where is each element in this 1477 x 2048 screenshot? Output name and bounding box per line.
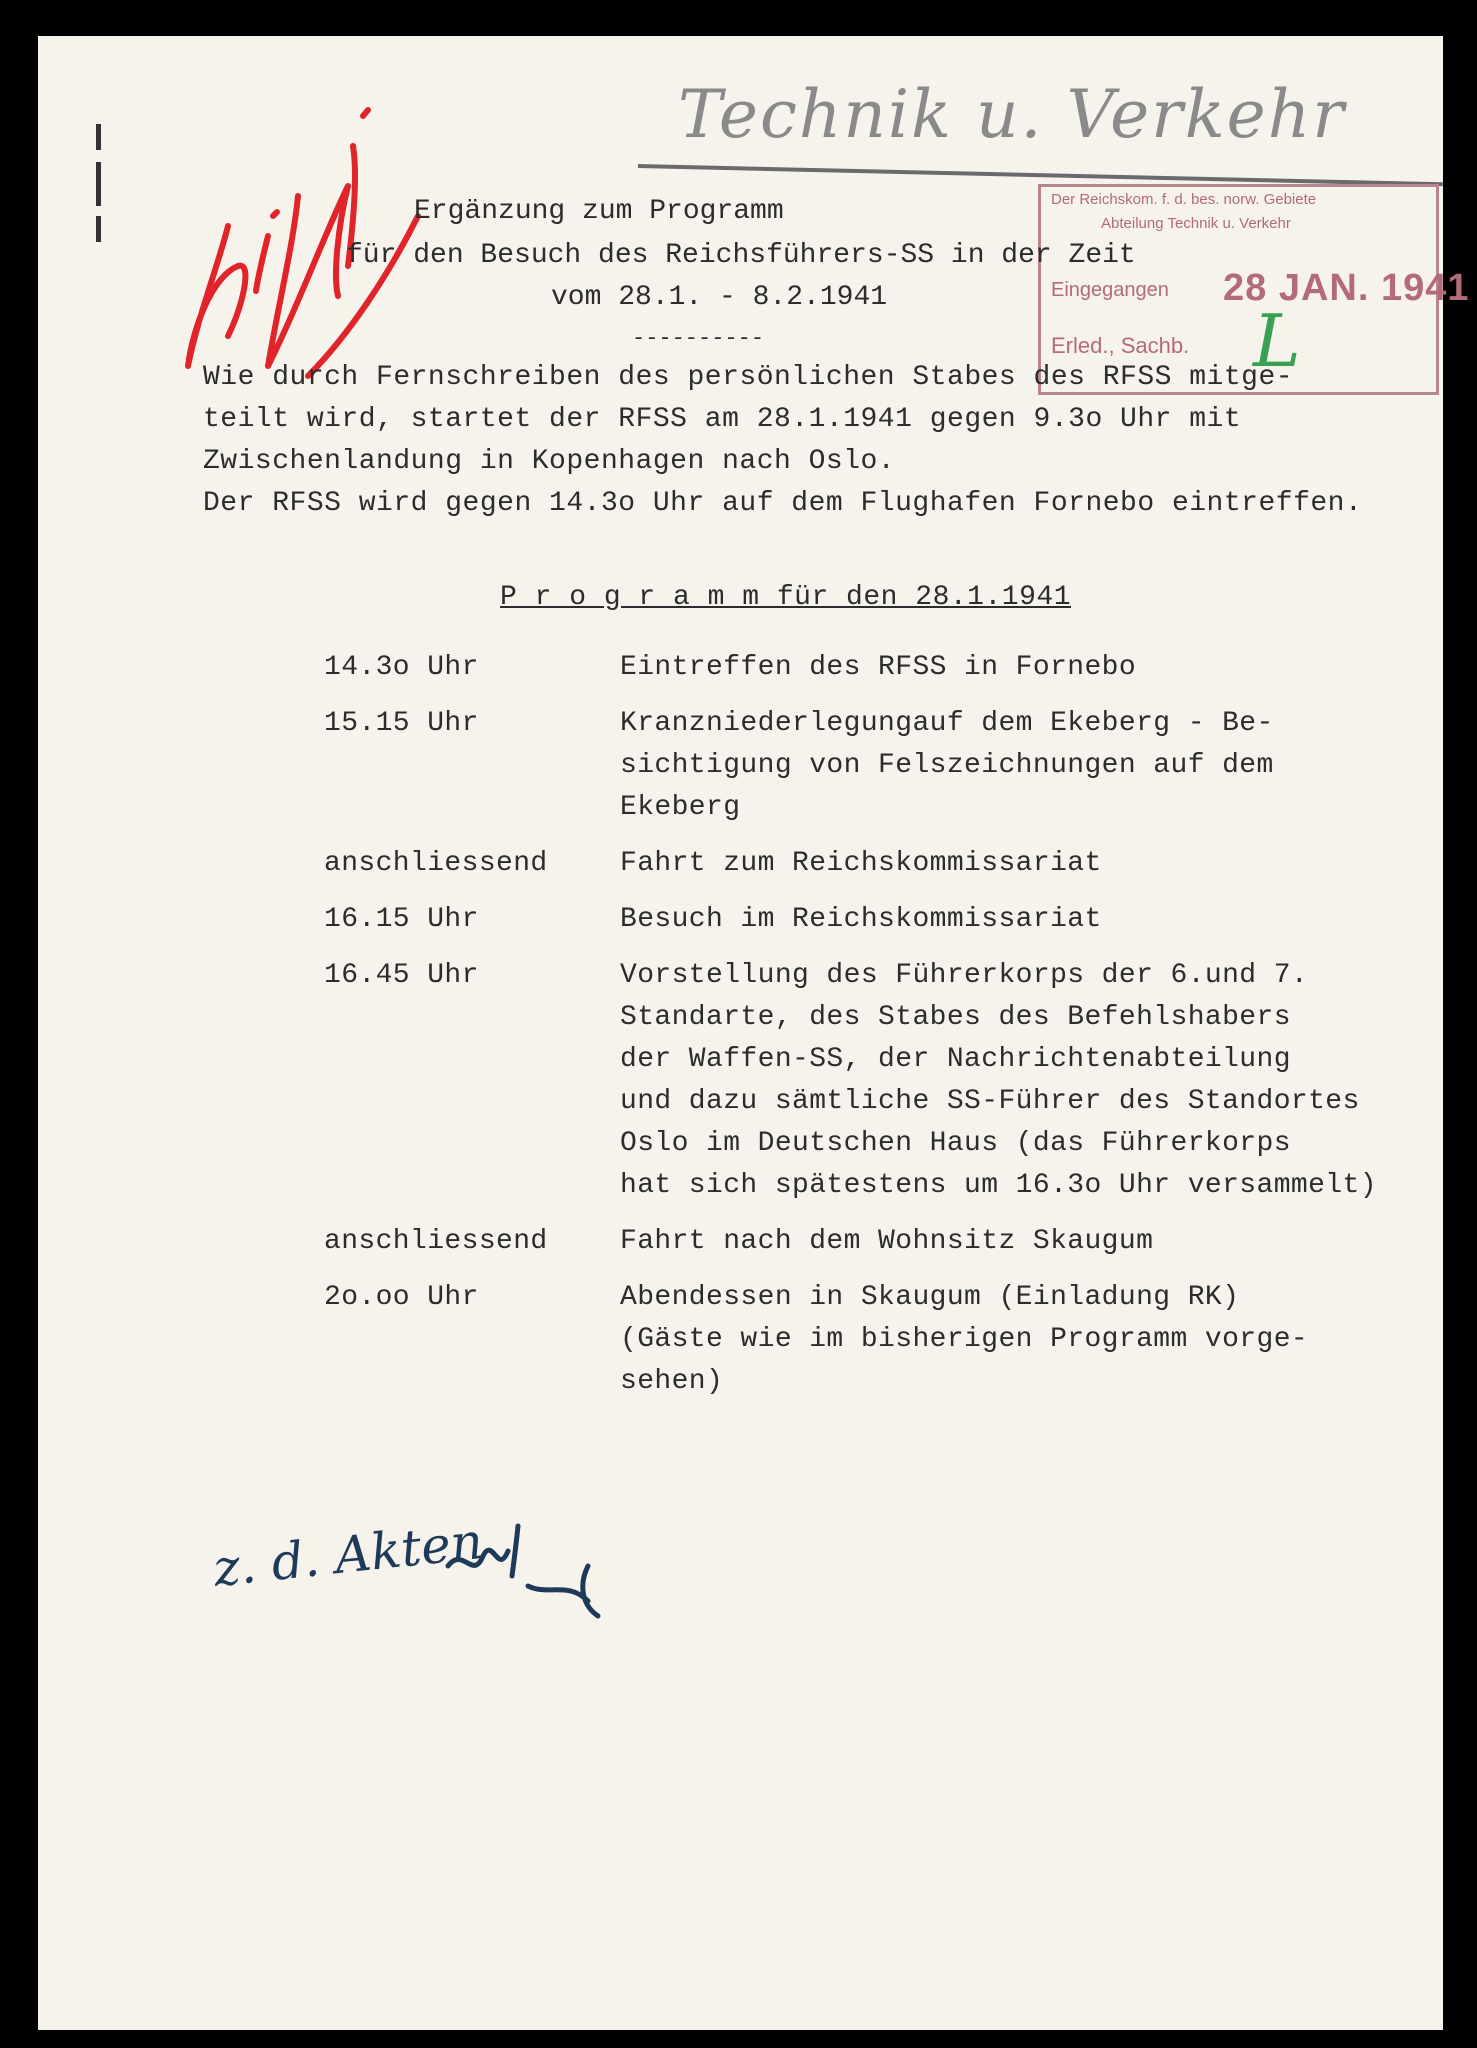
schedule-time: 14.3o Uhr — [324, 652, 479, 683]
handwritten-department-note: Technik u. Verkehr — [678, 76, 1346, 153]
schedule-event-line: Oslo im Deutschen Haus (das Führerkorps — [620, 1128, 1291, 1159]
schedule-event-line: Besuch im Reichskommissariat — [620, 904, 1102, 935]
handwritten-underline — [638, 164, 1443, 186]
schedule-event-line: Ekeberg — [620, 792, 741, 823]
stamp-line-department: Abteilung Technik u. Verkehr — [1101, 215, 1291, 232]
schedule-event-line: Standarte, des Stabes des Befehlshabers — [620, 1002, 1291, 1033]
schedule-event-line: Fahrt nach dem Wohnsitz Skaugum — [620, 1226, 1154, 1257]
document-subtitle: für den Besuch des Reichsführers-SS in der Zeit — [346, 240, 1136, 271]
schedule-time: 15.15 Uhr — [324, 708, 479, 739]
schedule-event-line: Kranzniederlegungauf dem Ekeberg - Be- — [620, 708, 1274, 739]
document-page — [38, 36, 1470, 2030]
schedule-event-line: und dazu sämtliche SS-Führer des Standortes — [620, 1086, 1360, 1117]
schedule-time: 16.45 Uhr — [324, 960, 479, 991]
stamp-line-received: Eingegangen — [1051, 279, 1169, 301]
schedule-time: anschliessend — [324, 848, 548, 879]
schedule-event-line: Vorstellung des Führerkorps der 6.und 7. — [620, 960, 1309, 991]
title-rule: ---------- — [632, 326, 765, 351]
stamp-date: 28 JAN. 1941 — [1223, 267, 1470, 309]
handwritten-filing-note: z. d. Akten — [210, 1512, 486, 1598]
schedule-time: anschliessend — [324, 1226, 548, 1257]
schedule-event-line: der Waffen-SS, der Nachrichtenabteilung — [620, 1044, 1291, 1075]
binder-mark — [96, 216, 101, 242]
intro-line: Der RFSS wird gegen 14.3o Uhr auf dem Flughafen Fornebo eintreffen. — [203, 488, 1363, 519]
handwritten-initials-scribble — [438, 1506, 618, 1636]
document-period: vom 28.1. - 8.2.1941 — [551, 282, 888, 313]
schedule-time: 2o.oo Uhr — [324, 1282, 479, 1313]
green-handwritten-mark: L — [1253, 299, 1301, 383]
schedule-event-line: sichtigung von Felszeichnungen auf dem — [620, 750, 1274, 781]
stamp-line-handled: Erled., Sachb. — [1051, 333, 1190, 358]
binder-mark — [96, 124, 101, 150]
schedule-event-line: hat sich spätestens um 16.3o Uhr versammelt) — [620, 1170, 1377, 1201]
intro-line: teilt wird, startet der RFSS am 28.1.1941 gegen 9.3o Uhr mit — [203, 404, 1242, 435]
schedule-event-line: Fahrt zum Reichskommissariat — [620, 848, 1102, 879]
document-title: Ergänzung zum Programm — [414, 196, 784, 227]
schedule-event-line: Abendessen in Skaugum (Einladung RK) — [620, 1282, 1240, 1313]
intro-line: Wie durch Fernschreiben des persönlichen Stabes des RFSS mitge- — [203, 362, 1294, 393]
stamp-line-authority: Der Reichskom. f. d. bes. norw. Gebiete — [1051, 191, 1317, 208]
schedule-event-line: sehen) — [620, 1366, 724, 1397]
program-heading: P r o g r a m m für den 28.1.1941 — [500, 582, 1071, 613]
schedule-time: 16.15 Uhr — [324, 904, 479, 935]
intro-line: Zwischenlandung in Kopenhagen nach Oslo. — [203, 446, 896, 477]
schedule-event-line: Eintreffen des RFSS in Fornebo — [620, 652, 1137, 683]
binder-mark — [96, 162, 101, 206]
schedule-event-line: (Gäste wie im bisherigen Programm vorge- — [620, 1324, 1309, 1355]
